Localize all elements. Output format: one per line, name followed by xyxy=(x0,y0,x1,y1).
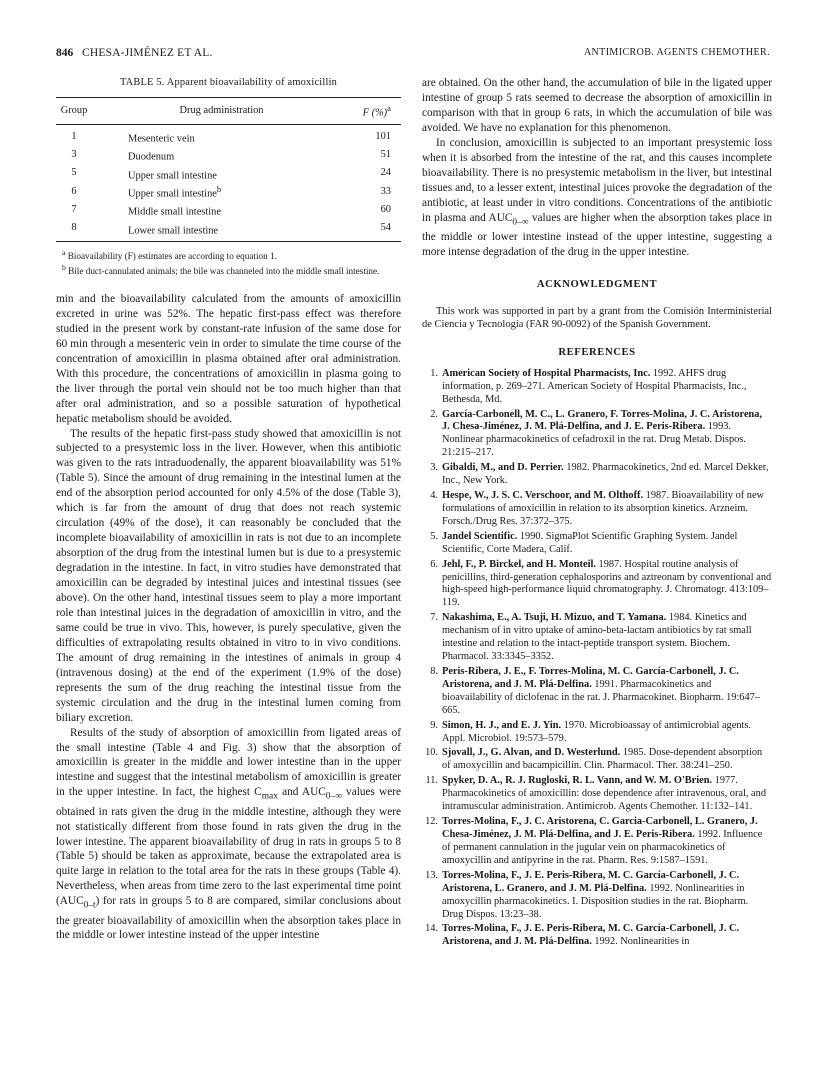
acknowledgment-heading: ACKNOWLEDGMENT xyxy=(536,278,658,290)
table-footnote: $^b$ Bile duct-cannulated animals; the bile was channeled into the middle small intestine. xyxy=(62,263,380,277)
cell-f: 60 xyxy=(380,204,391,216)
cell-f: 51 xyxy=(380,149,391,161)
reference-item: 3. Gibaldi, M., and D. Perrier. 1982. Pharmacokinetics, 2nd ed. Marcel Dekker, Inc., New York. xyxy=(430,462,769,487)
bioavailability-table xyxy=(56,97,401,242)
column-header-route: Drug administration xyxy=(179,104,264,116)
conclusion-paragraph: In conclusion, amoxicillin is subjected to an important presystemic loss when it is absorbed from the intestine of the rat, and this causes incomplete bioavailability. There is no presystemic metabolism in the liver, but intestinal tissues and, to a lesser extent, intestinal juices provoke the degradation of the antibiotic, at least under in vitro conditions. Concentrations of the antibiotic in plasma and $AUC_{0-\infty}$ values are higher when the absorption takes place in the middle or lower intestine instead of the upper intestine, suggesting a more intense degradation of the drug in the upper intestine. xyxy=(422,136,772,258)
reference-item: 12. Torres-Molina, F., J. C. Aristorena, C. Garcia-Carbonell, L. Granero, J. Chesa-Jiménez, J. M. Plá-Delfina, and J. E. Peris-Ribera. 1992. Influence of permanent cannulation in the jugular vein on pharmacokinetics of amoxycillin and antipyrine in the rat. Pharm. Res. 9:1587–1591. xyxy=(425,816,763,866)
table-row xyxy=(56,183,401,201)
table-title: TABLE 5. Apparent bioavailability of amoxicillin xyxy=(119,77,338,88)
cell-route: Upper small intestine xyxy=(128,170,217,182)
cell-group: 3 xyxy=(71,149,77,161)
reference-item: 4. Hespe, W., J. S. C. Verschoor, and M. Olthoff. 1987. Bioavailability of new formulations of amoxicillin in relation to its absorption kinetics. Arzneim. Forsch./Drug Res. 37:372–375. xyxy=(430,490,765,527)
reference-list xyxy=(422,368,772,950)
table-row xyxy=(56,146,401,164)
footnote-mark: a xyxy=(387,102,391,113)
reference-item: 11. Spyker, D. A., R. J. Rugloski, R. L. Vann, and W. M. O'Brien. 1977. Pharmacokinetics of amoxicillin: dose dependence after intravenous, oral, and intramuscular administration. Antimicrob. Agents Chemother. 11:132–141. xyxy=(425,775,766,813)
reference-item: 9. Simon, H. J., and E. J. Yin. 1970. Microbioassay of antimicrobial agents. Appl. Microbiol. 19:573–579. xyxy=(430,719,751,744)
table-footnote: $^a$ Bioavailability (F) estimates are according to equation 1. xyxy=(62,247,277,261)
body-paragraph: The results of the hepatic first-pass study showed that amoxicillin is not subjected to a presystemic loss in the liver. However, when this antibiotic was given to the rats intraduodenally, the apparent bioavailability was 51% (Table 5). Since the amount of drug remaining in the intestinal lumen at the end of the absorption period accounted for only 4.5% of the dose (Table 3), which is far from the amount of drug that does not reach systemic circulation (49% of the dose), it can reasonably be concluded that the incomplete bioavailability of amoxicillin in rats is not due to an incomplete absorption of the drug from the intestinal lumen but is due to a presystemic degradation in the intestine. In fact, in vitro studies have demonstrated that amoxicillin can be degraded by intestinal juices and intestinal tissues (see above). On the other hand, intestinal tissues seem to play a more important role than intestinal juices in the degradation of amoxicillin in vitro, and the same could be true in vivo. This, however, is purely speculative, given the difficulties of extrapolating results obtained in vitro to in vivo conditions. The amount of drug remaining in the intestines of animals in group 4 (intravenous dosing) at the end of the experiment (1.9% of the dose) represents the sum of the drug reaching the intestinal tissue from the systemic circulation and the drug in the intestinal lumen coming from biliary excretion. xyxy=(56,427,401,724)
cell-f: 33 xyxy=(380,185,391,197)
cell-group: 6 xyxy=(71,185,77,197)
reference-item: 5. Jandel Scientific. 1990. SigmaPlot Scientific Graphing System. Jandel Scientific, Corte Madera, Calif. xyxy=(430,530,738,555)
reference-item: 13. Torres-Molina, F., J. E. Peris-Ribera, M. C. García-Carbonell, J. C. Aristorena, L. Granero, and J. M. Plá-Delfina. 1992. Nonlinearities in amoxycillin pharmacokinetics. I. Disposition studies in the rat. Biopharm. Drug Dispos. 13:23–38. xyxy=(425,869,749,920)
reference-item: 8. Peris-Ribera, J. E., F. Torres-Molina, M. C. García-Carbonell, J. C. Aristorena, and J. M. Plá-Delfina. 1991. Pharmacokinetics and bioavailability of diclofenac in the rat. J. Pharmacokinet. Biopharm. 19:647–665. xyxy=(430,665,760,716)
cell-route: Mesenteric vein xyxy=(128,133,195,145)
cell-group: 1 xyxy=(71,130,77,142)
column-header-f: F (%)$^a$ xyxy=(362,102,391,119)
running-header xyxy=(56,47,770,63)
table-row xyxy=(56,165,401,183)
cell-route: Middle small intestine xyxy=(128,206,221,218)
cell-group: 5 xyxy=(71,167,77,179)
cell-f: 54 xyxy=(380,222,391,234)
reference-item: 2. García-Carbonell, M. C., L. Granero, F. Torres-Molina, J. C. Aristorena, J. Chesa-Jiménez, J. M. Plá-Delfina, and J. E. Peris-Ribera. 1993. Nonlinear pharmacokinetics of cefadroxil in the rat. Drug Metab. Dispos. 21:215–217. xyxy=(430,408,763,459)
reference-item: 7. Nakashima, E., A. Tsuji, H. Mizuo, and T. Yamana. 1984. Kinetics and mechanism of in vitro uptake of amino-beta-lactam antibiotics by rat small intestine and relation to the intact-peptide transport system. Biochem. Pharmacol. 33:3345–3352. xyxy=(430,612,752,663)
cell-f: 101 xyxy=(375,130,391,142)
column-header-group: Group xyxy=(60,104,88,116)
cell-f: 24 xyxy=(380,167,391,179)
cell-group: 7 xyxy=(71,204,77,216)
page-number: 846 xyxy=(56,47,74,59)
table-header-row xyxy=(56,97,401,124)
body-paragraph: are obtained. On the other hand, the accumulation of bile in the ligated upper intestine of group 5 rats seemed to decrease the absorption of amoxicillin in comparison with that in group 6 rats, in which the accumulation of bile was avoided. We have no explanation for this phenomenon. xyxy=(422,77,772,134)
acknowledgment-text: This work was supported in part by a grant from the Comisión Interministerial de Ciencia y Tecnología (FAR 90-0092) of the Spanish Government. xyxy=(422,305,772,331)
table-footnotes xyxy=(56,247,401,278)
body-paragraph: Results of the study of absorption of amoxicillin from ligated areas of the small intestine (Table 4 and Fig. 3) show that the absorption of amoxicillin is greater in the middle and lower intestine than in the upper intestine and suggest that the intestinal metabolism of amoxicillin is greater in the upper intestine. In fact, the highest $C_{max}$ and $AUC_{0-\infty}$ values were obtained in rats given the drug in the middle intestine, although they were not statistically different from those found in rats given the drug in the lower intestine. The apparent bioavailability of drug in rats in groups 5 to 8 (Table 5) should be taken as approximate, because the extrapolated area is quite large in relation to the total area for the rats in these groups (Table 4). Nevertheless, when areas from time zero to the last experimental time point $(AUC_{0-t})$ for rats in groups 5 to 8 are compared, similar conclusions about the greater bioavailability of amoxicillin when the absorption takes place in the middle or lower intestine instead of the upper intestine xyxy=(56,726,402,942)
references-heading: REFERENCES xyxy=(558,346,636,358)
running-authors: CHESA-JIMÉNEZ ET AL. xyxy=(82,47,213,59)
cell-route: Lower small intestine xyxy=(128,225,219,237)
journal-name: ANTIMICROB. AGENTS CHEMOTHER. xyxy=(583,47,770,58)
cell-route: Upper small intestine$^b$ xyxy=(128,184,222,200)
reference-item: 14. Torres-Molina, F., J. E. Peris-Ribera, M. C. García-Carbonell, J. C. Aristorena, and J. M. Plá-Delfina. 1992. Nonlinearities in xyxy=(425,923,740,948)
table-row xyxy=(56,220,401,242)
table-row xyxy=(56,125,401,147)
right-column xyxy=(422,76,772,951)
table-5 xyxy=(56,76,401,278)
table-row xyxy=(56,201,401,219)
reference-item: 10. Sjovall, J., G. Alvan, and D. Westerlund. 1985. Dose-dependent absorption of amoxycillin and bacampicillin. Clin. Pharmacol. Ther. 38:241–250. xyxy=(425,747,763,772)
left-column xyxy=(56,76,401,943)
cell-route: Duodenum xyxy=(128,151,175,163)
reference-item: 6. Jehl, F., P. Birckel, and H. Monteil. 1987. Hospital routine analysis of penicillins, third-generation cephalosporins and aztreonam by conventional and high-speed high-performance liquid chromatography. J. Chromatogr. 413:109–119. xyxy=(430,558,772,609)
reference-item: 1. American Society of Hospital Pharmacists, Inc. 1992. AHFS drug information, p. 269–271. American Society of Hospital Pharmacists, Inc., Bethesda, Md. xyxy=(430,367,747,405)
cell-group: 8 xyxy=(71,222,77,234)
body-paragraph: min and the bioavailability calculated from the amounts of amoxicillin excreted in urine was 52%. The hepatic first-pass effect was therefore studied in the present work by constant-rate infusion of the same dose for 60 min through a mesenteric vein in order to simulate the time course of the concentration of amoxicillin in plasma obtained after oral administration. With this procedure, the concentrations of amoxicillin in plasma going to the liver through the portal vein should not be too much higher than that after oral administration, and so a possible saturation of hypothetical hepatic metabolism should be avoided. xyxy=(56,292,401,425)
